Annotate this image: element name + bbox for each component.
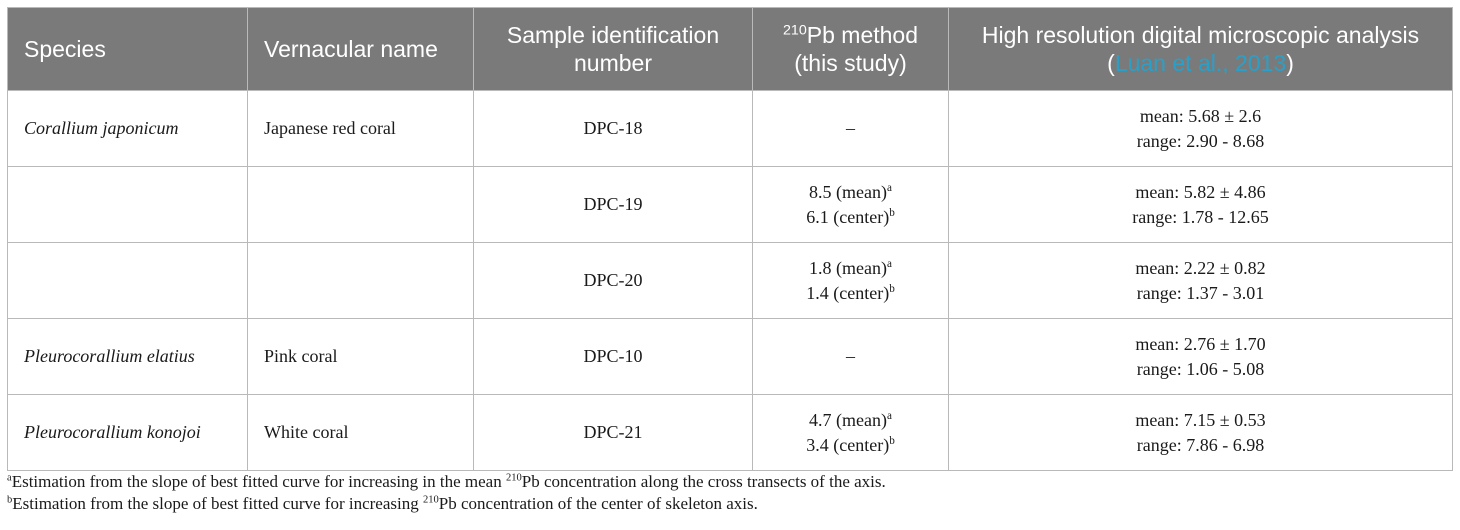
header-microscopic-analysis [949,8,1453,91]
header-microscopic-open-paren: ( [1107,50,1115,76]
footnote-b-marker: b [7,494,13,506]
species-cell: Corallium japonicum [8,91,248,167]
footnote-b-text-after: Pb concentration of the center of skeleton axis. [438,494,758,513]
micro-mean: mean: 2.22 ± 0.82 [1135,257,1266,278]
vernacular-cell: Japanese red coral [248,91,474,167]
microscopic-cell [949,243,1453,319]
table-row [8,319,1453,395]
pb-center-value: 3.4 (center) [806,434,890,455]
vernacular-cell [248,167,474,243]
pb-method-cell: – [753,319,949,395]
citation-link-luan-2013[interactable]: Luan et al., 2013 [1114,50,1287,76]
footnote-a [7,471,1452,493]
sample-id-cell: DPC-21 [474,395,753,471]
vernacular-cell: White coral [248,395,474,471]
footnote-marker-a: a [887,181,892,194]
microscopic-cell [949,91,1453,167]
header-pb-method-line2: (this study) [794,50,907,76]
header-pb-method [753,8,949,91]
pb-mean-value: 8.5 (mean) [809,181,887,202]
microscopic-cell [949,395,1453,471]
header-species: Species [8,8,248,91]
header-sample-id [474,8,753,91]
pb-method-cell [753,395,949,471]
header-pb-method-line1: Pb method [806,22,919,48]
header-microscopic-line1: High resolution digital microscopic analysis [981,22,1420,48]
species-cell [8,167,248,243]
footnote-marker-b: b [889,434,895,447]
micro-range: range: 1.06 - 5.08 [1136,358,1265,379]
footnote-marker-b: b [889,282,895,295]
table-footnotes [7,471,1452,515]
pb-method-cell [753,243,949,319]
pb-mean-value: 1.8 (mean) [809,257,887,278]
header-sample-id-line2: number [574,50,652,76]
micro-range: range: 1.37 - 3.01 [1136,282,1265,303]
sample-id-cell: DPC-20 [474,243,753,319]
microscopic-cell [949,167,1453,243]
coral-age-table [7,7,1453,471]
species-cell: Pleurocorallium konojoi [8,395,248,471]
sample-id-cell: DPC-10 [474,319,753,395]
species-cell [8,243,248,319]
footnote-marker-a: a [887,409,892,422]
micro-range: range: 2.90 - 8.68 [1136,130,1265,151]
pb-method-cell: – [753,91,949,167]
microscopic-cell [949,319,1453,395]
footnote-b-isotope-sup: 210 [422,494,439,506]
micro-mean: mean: 5.68 ± 2.6 [1139,105,1262,126]
table-row [8,243,1453,319]
footnote-b [7,493,1452,515]
pb-mean-value: 4.7 (mean) [809,409,887,430]
micro-mean: mean: 5.82 ± 4.86 [1135,181,1266,202]
micro-range: range: 7.86 - 6.98 [1136,434,1265,455]
vernacular-cell [248,243,474,319]
header-row [8,8,1453,91]
sample-id-cell: DPC-18 [474,91,753,167]
micro-mean: mean: 7.15 ± 0.53 [1135,409,1266,430]
sample-id-cell: DPC-19 [474,167,753,243]
table-row [8,91,1453,167]
footnote-b-text-before: Estimation from the slope of best fitted curve for increasing [12,494,423,513]
footnote-a-text-after: Pb concentration along the cross transects of the axis. [521,472,886,491]
table-row [8,395,1453,471]
pb-center-value: 1.4 (center) [806,282,890,303]
footnote-a-marker: a [7,472,12,484]
vernacular-cell: Pink coral [248,319,474,395]
pb-center-value: 6.1 (center) [806,206,890,227]
micro-mean: mean: 2.76 ± 1.70 [1135,333,1266,354]
footnote-marker-b: b [889,206,895,219]
pb-method-cell [753,167,949,243]
header-microscopic-close-paren: ) [1286,50,1294,76]
header-vernacular-name: Vernacular name [248,8,474,91]
micro-range: range: 1.78 - 12.65 [1132,206,1269,227]
table-row [8,167,1453,243]
footnote-a-isotope-sup: 210 [505,472,522,484]
species-cell: Pleurocorallium elatius [8,319,248,395]
header-sample-id-line1: Sample identification [506,22,720,48]
footnote-marker-a: a [887,257,892,270]
footnote-a-text-before: Estimation from the slope of best fitted curve for increasing in the mean [11,472,506,491]
header-pb-isotope-sup: 210 [782,22,807,39]
